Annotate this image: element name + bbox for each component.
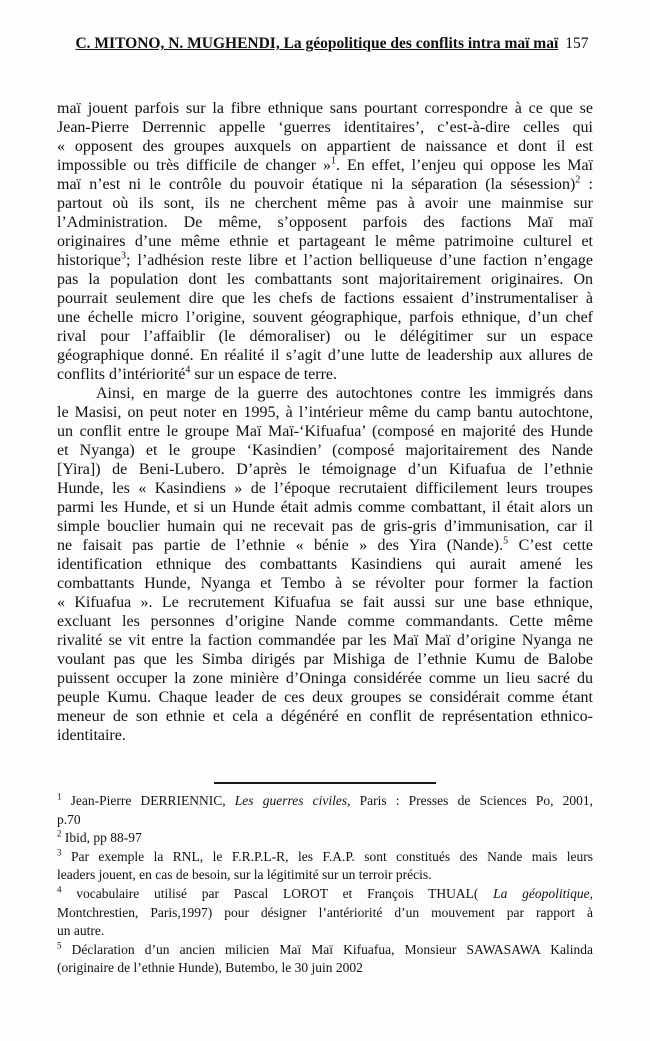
paragraph xyxy=(57,384,593,745)
text-line: Montchrestien, Paris,1997) pour désigner l’antériorité d’un mouvement par rapport à xyxy=(57,904,593,920)
text-line: une échelle micro l’origine, souvent géographique, parfois ethnique, d’un chef xyxy=(57,309,593,326)
text-line: simple bouclier humain qui ne recevait pas de gris-gris d’immunisation, car il xyxy=(57,518,593,535)
text-line: $^3$ Par exemple la RNL, le F.R.P.L-R, les F.A.P. sont constitués des Nande mais leurs xyxy=(57,847,593,864)
footnote xyxy=(57,792,593,829)
footnote-marker: 3 xyxy=(121,250,126,262)
text-line: « opposent des groupes auxquels on appartient de naissance et dont il est xyxy=(57,138,593,155)
footnote-marker: 1 xyxy=(57,791,62,802)
text-line: (originaire de l’ethnie Hunde), Butembo, le 30 juin 2002 xyxy=(57,960,363,976)
text-line: $^2$ Ibid, pp 88-97 xyxy=(57,828,142,846)
text-line: originaires d’une même ethnie et partageant le même patrimoine culturel et xyxy=(57,233,593,250)
text-line: historique$^3$; l’adhésion reste libre et l’action belliqueuse d’une faction n’engage xyxy=(57,250,593,269)
text-line: leaders jouent, en cas de besoin, sur la légitimité sur un terroir précis. xyxy=(57,867,432,883)
footnote xyxy=(57,941,593,978)
text-line: excluant les personnes d’origine Nande comme commandants. Cette même xyxy=(57,613,593,630)
footnote-marker: 4 xyxy=(57,884,62,895)
footnote-marker: 3 xyxy=(57,847,62,858)
footnote-separator xyxy=(214,782,436,784)
text-line: pourrait seulement dire que les chefs de factions essaient d’instrumentaliser à xyxy=(57,290,593,307)
text-line: voulant pas que les Simba dirigés par Mishiga de l’ethnie Kumu de Balobe xyxy=(57,651,593,668)
text-line: p.70 xyxy=(57,811,81,827)
text-line: rivalité se vit entre la faction commandée par les Maï Maï d’origine Nyanga ne xyxy=(57,632,593,649)
text-line: le Masisi, on peut noter en 1995, à l’intérieur même du camp bantu autochtone, xyxy=(57,404,593,421)
text-line: un autre. xyxy=(57,923,105,939)
paragraph xyxy=(57,99,593,384)
running-header xyxy=(57,34,593,54)
footnotes xyxy=(57,792,593,978)
header-citation: C. MITONO, N. MUGHENDI, La géopolitique des conflits intra maï maï xyxy=(75,35,559,52)
italic-text: Les guerres civiles, xyxy=(234,793,351,808)
text-line: meneur de son ethnie et cela a dégénéré en conflit de représentation ethnico- xyxy=(57,708,593,725)
text-line: $^5$ Déclaration d’un ancien milicien Maï Maï Kifuafua, Monsieur SAWASAWA Kalinda xyxy=(57,940,593,957)
text-line: parmi les Hunde, et si un Hunde était admis comme combattant, il était alors un xyxy=(57,499,593,516)
text-line: $^1$ Jean-Pierre DERRIENNIC, Les guerres civiles, Paris : Presses de Sciences Po, 2001, xyxy=(57,791,594,808)
footnote-marker: 1 xyxy=(331,155,337,167)
text-line: Jean-Pierre Derrennic appelle ‘guerres identitaires’, c’est-à-dire celles qui xyxy=(57,119,593,136)
text-line: rival pour l’affaiblir (le démoraliser) ou le délégitimer sur un espace xyxy=(57,328,593,345)
text-line: et Nyanga) et le groupe ‘Kasindien’ (composé majoritairement des Nande xyxy=(57,442,593,459)
footnote-marker: 4 xyxy=(185,364,191,376)
footnote-marker: 2 xyxy=(57,828,62,839)
text-line: maï n’est ni le contrôle du pouvoir étatique ni la séparation (la sésession)$^2$ : xyxy=(57,174,593,193)
text-line: Hunde, les « Kasindiens » de l’époque recrutaient difficilement leurs troupes xyxy=(57,480,593,497)
text-line: $^4$ vocabulaire utilisé par Pascal LOROT et François THUAL( La géopolitique, xyxy=(57,884,593,901)
footnote xyxy=(57,829,593,848)
document-page xyxy=(0,34,650,1041)
text-line: impossible ou très difficile de changer »$^1$. En effet, l’enjeu qui oppose les Maï xyxy=(57,155,594,174)
text-line: puissent occuper la zone minière d’Oninga considérée comme un lieu sacré du xyxy=(57,670,593,687)
text-line: « Kifuafua ». Le recrutement Kifuafua se fait aussi sur une base ethnique, xyxy=(57,594,593,611)
page-number: 157 xyxy=(565,35,589,52)
text-line: Ainsi, en marge de la guerre des autochtones contre les immigrés dans xyxy=(96,385,593,402)
footnote-marker: 5 xyxy=(57,940,62,951)
text-line: identification ethnique des combattants Kasindiens qui aurait amené les xyxy=(57,556,593,573)
footnote-marker: 5 xyxy=(503,535,509,547)
text-line: combattants Hunde, Nyanga et Tembo à se révolter pour former la faction xyxy=(57,575,593,592)
italic-text: La géopolitique, xyxy=(493,885,593,901)
text-line: un conflit entre le groupe Maï Maï-‘Kifuafua’ (composé en majorité des Hunde xyxy=(57,423,593,440)
text-line: conflits d’intériorité$^4$ sur un espace de terre. xyxy=(57,364,337,383)
page-content xyxy=(0,34,650,978)
footnote xyxy=(57,848,593,885)
footnote-marker: 2 xyxy=(575,174,581,186)
footnote xyxy=(57,885,593,941)
body-text xyxy=(57,99,593,745)
text-line: peuple Kumu. Chaque leader de ces deux groupes se considérait comme étant xyxy=(57,689,593,706)
text-line: l’Administration. De même, s’opposent parfois des factions Maï maï xyxy=(57,214,593,231)
text-line: partout où ils sont, ils ne cherchent même pas à avoir une mainmise sur xyxy=(57,195,593,212)
text-line: [Yira]) de Beni-Lubero. D’après le témoignage d’un Kifuafua de l’ethnie xyxy=(57,461,593,478)
text-line: pas la population dont les combattants sont majoritairement originaires. On xyxy=(57,271,593,288)
text-line: géographique donné. En réalité il s’agit d’une lutte de leadership aux allures de xyxy=(57,347,593,364)
text-line: identitaire. xyxy=(57,727,126,744)
text-line: maï jouent parfois sur la fibre ethnique sans pourtant correspondre à ce que se xyxy=(57,100,593,117)
text-line: ne faisait pas partie de l’ethnie « bénie » des Yira (Nande).$^5$ C’est cette xyxy=(57,535,593,554)
